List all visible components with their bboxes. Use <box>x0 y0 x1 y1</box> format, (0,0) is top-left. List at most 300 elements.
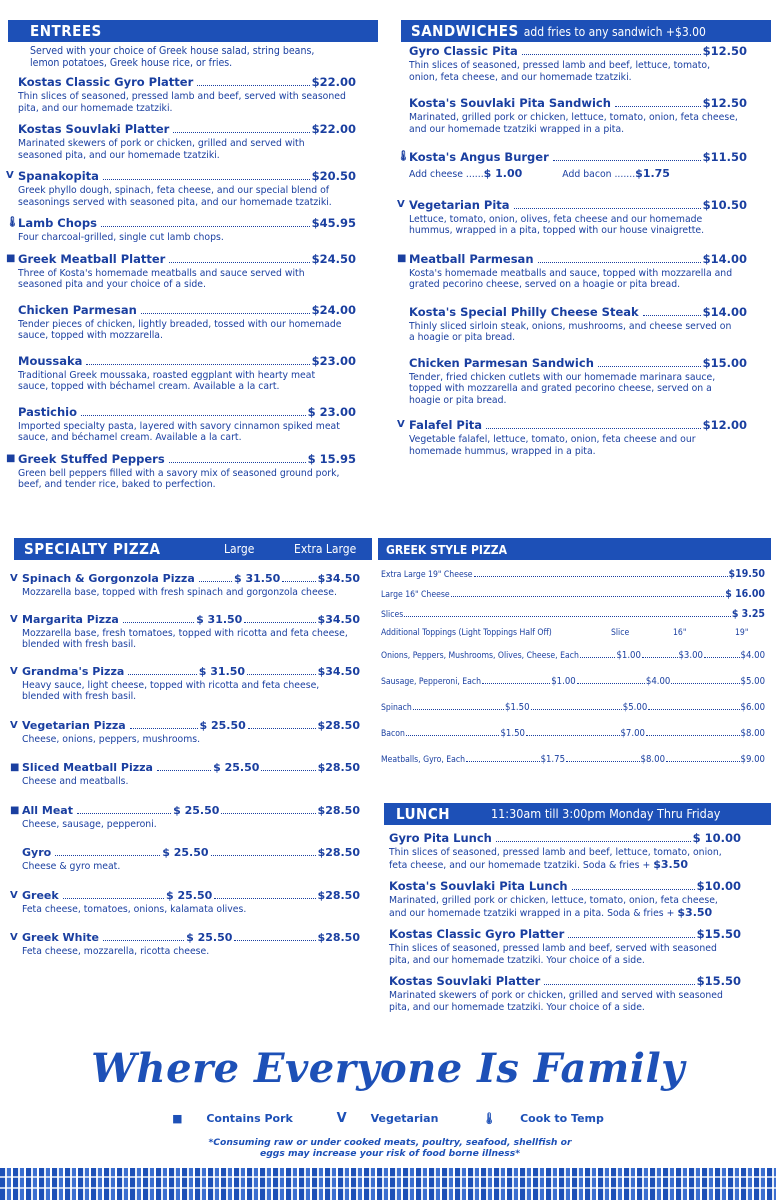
leader-dots <box>130 728 198 729</box>
leader-dots <box>197 85 309 86</box>
item-name: Meatball Parmesan <box>409 251 534 266</box>
pork-icon: ■ <box>10 804 20 816</box>
leader-dots <box>531 709 622 710</box>
item-name: Greek Meatball Platter <box>18 251 166 266</box>
pork-icon: ■ <box>6 452 16 464</box>
item-price: $10.00 <box>696 879 741 893</box>
item-line <box>18 216 356 230</box>
item-price: $10.50 <box>702 197 747 212</box>
entrees-list <box>6 75 356 491</box>
leader-dots <box>482 683 550 684</box>
lunch-header <box>384 803 771 825</box>
leader-dots <box>615 106 701 107</box>
item-price: $20.50 <box>311 169 356 183</box>
description-text: Heavy sauce, light cheese, topped with ricotta and feta cheese, blended with fresh basil. <box>22 679 320 702</box>
item-line <box>18 169 356 183</box>
item-name: Sliced Meatball Pizza <box>22 761 153 774</box>
item-name: Grandma's Pizza <box>22 664 125 678</box>
leader-dots <box>248 728 316 729</box>
topping-price: $1.50 <box>505 702 530 713</box>
sandwich-item <box>409 44 747 83</box>
extra-price: $3.50 <box>677 905 713 919</box>
leader-dots <box>282 581 315 582</box>
leader-dots <box>103 179 310 180</box>
leader-dots <box>413 709 504 710</box>
description-text: Tender pieces of chicken, lightly breaded, tossed with our homemade sauce, topped with mozzarella. <box>18 318 342 341</box>
item-name: Greek <box>22 888 59 902</box>
topping-price: $4.00 <box>740 650 766 661</box>
lunch-item <box>389 974 741 1013</box>
item-description <box>409 60 747 83</box>
pizza-item <box>10 931 360 958</box>
col-16: 16" <box>673 628 687 638</box>
leader-dots <box>103 940 184 941</box>
entree-item <box>18 122 356 161</box>
topping-row <box>381 650 765 676</box>
leader-dots <box>157 770 211 771</box>
toppings-header <box>381 628 765 650</box>
item-description <box>22 628 360 651</box>
item-name: Kostas Classic Gyro Platter <box>18 75 194 89</box>
description-text: Cheese and meatballs. <box>22 776 129 787</box>
lunch-item <box>389 831 741 871</box>
topping-price: $8.00 <box>640 754 666 765</box>
item-line <box>18 452 356 466</box>
item-price: $12.50 <box>702 44 747 58</box>
item-description <box>409 214 747 237</box>
vegetarian-icon: V <box>10 573 18 584</box>
price-large: $ 25.50 <box>199 718 246 732</box>
item-line <box>18 122 356 136</box>
item-description <box>22 734 360 746</box>
extra-price: $3.50 <box>653 857 689 871</box>
item-name: Gyro Classic Pita <box>409 44 518 58</box>
item-line <box>18 405 356 419</box>
leader-dots <box>128 674 197 675</box>
leader-dots <box>538 262 701 263</box>
leader-dots <box>404 616 731 617</box>
entrees-section <box>8 20 378 491</box>
leader-dots <box>451 596 725 597</box>
item-line <box>409 418 747 432</box>
topping-label: Spinach <box>381 703 412 713</box>
vegetarian-icon: V <box>10 719 18 731</box>
item-line <box>389 831 741 845</box>
topping-price: $9.00 <box>740 754 765 765</box>
leader-dots <box>572 889 695 890</box>
topping-price: $1.50 <box>500 728 525 739</box>
leader-dots <box>234 940 315 941</box>
pork-square-icon: ■ <box>172 1112 183 1125</box>
leader-dots <box>568 937 694 938</box>
description-text: Thin slices of seasoned, pressed lamb and beef, lettuce, tomato, onion, feta cheese, and our homemade tzatziki. <box>409 60 711 83</box>
item-line <box>22 572 360 585</box>
item-price: $24.00 <box>311 302 356 317</box>
description-text: Marinated skewers of pork or chicken, grilled and served with seasoned pita, and our homemade tzatziki. <box>18 138 305 161</box>
leader-dots <box>514 208 701 209</box>
topping-label: Sausage, Pepperoni, Each <box>381 677 482 687</box>
lunch-section <box>384 803 771 1013</box>
item-line <box>22 719 360 732</box>
item-price: $ 10.00 <box>692 831 741 845</box>
item-description <box>389 895 741 919</box>
item-line <box>22 613 360 626</box>
item-description <box>389 990 741 1013</box>
vegetarian-icon: V <box>397 198 405 210</box>
leader-dots <box>169 462 306 463</box>
addon-row <box>409 168 747 181</box>
item-line <box>18 354 356 368</box>
item-name: Pastichio <box>18 404 78 419</box>
item-name: Spinach & Gorgonzola Pizza <box>22 572 195 585</box>
sandwich-item <box>409 96 747 135</box>
price-extra-large: $28.50 <box>317 803 360 817</box>
description-text: Imported specialty pasta, layered with savory cinnamon spiked meat sauce, and béchamel cream. Available a la cart. <box>18 420 340 443</box>
item-line <box>22 804 360 817</box>
item-name: Vegetarian Pizza <box>22 718 126 732</box>
pizza-item <box>10 761 361 788</box>
pizza-item <box>10 888 360 916</box>
item-price: $12.00 <box>702 418 747 432</box>
item-name: Greek White <box>22 931 99 944</box>
description-text: Three of Kosta's homemade meatballs and sauce served with seasoned pita and your choice of a side. <box>18 267 305 290</box>
price-extra-large: $34.50 <box>317 664 361 678</box>
sandwiches-header <box>401 20 771 42</box>
entree-item <box>6 216 356 244</box>
entree-item <box>18 405 356 444</box>
col-slice: Slice <box>611 628 630 638</box>
description-text: Feta cheese, tomatoes, onions, kalamata olives. <box>22 903 247 915</box>
description-text: Mozzarella base, fresh tomatoes, topped with ricotta and feta cheese, blended with fresh basil. <box>22 627 348 650</box>
vegetarian-icon: V <box>397 419 405 430</box>
leader-dots <box>704 657 740 658</box>
item-line <box>409 150 747 164</box>
item-description <box>389 847 741 871</box>
sandwich-item <box>397 251 747 291</box>
pork-icon: ■ <box>10 762 20 773</box>
legend <box>0 1111 776 1126</box>
specialty-pizza-section <box>10 538 372 958</box>
greek-pizza-list <box>381 568 765 780</box>
item-description <box>22 946 360 958</box>
greek-pizza-section <box>378 538 771 780</box>
vegetarian-v-icon: V <box>336 1111 347 1126</box>
leader-dots <box>199 581 232 582</box>
leader-dots <box>496 841 691 842</box>
leader-dots <box>101 226 310 227</box>
item-name: Chicken Parmesan Sandwich <box>409 355 594 370</box>
item-description <box>409 112 747 135</box>
item-name: Kosta's Angus Burger <box>409 150 549 164</box>
item-description <box>18 468 356 491</box>
item-description <box>18 232 356 244</box>
item-description <box>18 370 356 393</box>
leader-dots <box>221 813 315 814</box>
lunch-item <box>389 879 741 919</box>
description-text: Mozzarella base, topped with fresh spinach and gorgonzola cheese. <box>22 587 337 598</box>
topping-price: $1.00 <box>551 676 576 687</box>
decorative-tile-border <box>0 1168 776 1200</box>
item-price: $45.95 <box>311 216 356 230</box>
specialty-pizza-title: SPECIALTY PIZZA <box>24 540 161 558</box>
item-price: $ 15.95 <box>307 451 356 466</box>
vegetarian-icon: V <box>6 170 14 181</box>
item-description <box>18 138 356 161</box>
sandwich-item <box>397 150 747 181</box>
leader-dots <box>666 761 740 762</box>
item-price: $14.00 <box>702 304 747 319</box>
leader-dots <box>643 315 701 316</box>
item-description <box>22 819 360 831</box>
topping-row <box>381 728 765 754</box>
item-line <box>409 356 747 370</box>
entrees-header <box>8 20 378 42</box>
description-text: Lettuce, tomato, onion, olives, feta cheese and our homemade hummus, wrapped in a pita, topped with our house vinaigrette. <box>409 213 705 236</box>
item-description <box>22 680 360 703</box>
entree-item <box>6 451 356 491</box>
item-line <box>389 974 741 988</box>
item-name: Kosta's Special Philly Cheese Steak <box>409 304 639 319</box>
leader-dots <box>648 709 739 710</box>
pork-icon: ■ <box>397 252 407 264</box>
item-price: $15.00 <box>702 355 747 370</box>
slogan: Where Everyone Is Family <box>91 1045 685 1092</box>
entree-item <box>6 251 356 291</box>
price-extra-large: $34.50 <box>317 612 360 626</box>
item-name: Greek Stuffed Peppers <box>18 451 165 466</box>
price-large: $ 25.50 <box>162 846 209 859</box>
topping-price: $1.75 <box>540 754 566 765</box>
leader-dots <box>598 366 701 367</box>
item-name: Moussaka <box>18 353 83 368</box>
pork-icon: ■ <box>6 252 16 264</box>
item-price: $24.50 <box>311 251 356 266</box>
addon-label: Add cheese ...... <box>409 169 484 180</box>
sandwich-item <box>409 305 747 344</box>
topping-label: Onions, Peppers, Mushrooms, Olives, Cheese, Each <box>381 651 579 661</box>
item-description <box>22 904 360 916</box>
item-name: Kostas Classic Gyro Platter <box>389 927 565 941</box>
description-text: Marinated, grilled pork or chicken, lettuce, tomato, onion, feta cheese, and our homemade tzatziki wrapped in a pita. <box>409 112 738 135</box>
entree-item <box>18 75 356 114</box>
topping-price: $6.00 <box>740 702 766 713</box>
greek-pizza-title: GREEK STYLE PIZZA <box>386 543 507 557</box>
leader-dots <box>474 576 728 577</box>
item-description <box>18 91 356 114</box>
topping-price: $5.00 <box>622 702 648 713</box>
vegetarian-icon: V <box>10 665 18 677</box>
item-price: $11.50 <box>702 150 747 164</box>
legend-vegetarian: V Vegetarian <box>336 1111 439 1126</box>
pizza-size-row <box>381 568 765 588</box>
item-name: Lamb Chops <box>18 216 97 230</box>
leader-dots <box>244 622 315 623</box>
item-line <box>22 931 360 944</box>
item-line <box>389 927 741 941</box>
lunch-list <box>389 831 741 1013</box>
item-name: Kosta's Souvlaki Pita Sandwich <box>409 96 611 110</box>
item-price: $14.00 <box>702 251 747 266</box>
item-line <box>22 761 360 774</box>
topping-label: Meatballs, Gyro, Each <box>381 755 466 765</box>
leader-dots <box>86 364 309 365</box>
item-name: Spanakopita <box>18 169 99 183</box>
leader-dots <box>141 313 310 314</box>
topping-price: $1.00 <box>616 650 641 661</box>
price-large: $ 31.50 <box>196 612 243 626</box>
description-text: Thin slices of seasoned, pressed lamb and beef, served with seasoned pita, and our homemade tzatziki. <box>18 91 346 114</box>
item-description <box>409 268 747 291</box>
vegetarian-icon: V <box>10 889 18 901</box>
topping-row <box>381 754 765 780</box>
item-description <box>22 587 360 599</box>
leader-dots <box>646 735 740 736</box>
item-description <box>22 776 360 788</box>
item-line <box>18 75 356 89</box>
description-text: Four charcoal-grilled, single cut lamb chops. <box>18 232 224 243</box>
item-name: Falafel Pita <box>409 418 483 432</box>
topping-price: $8.00 <box>740 728 765 739</box>
size-price: $ 3.25 <box>731 608 765 620</box>
entrees-note: Served with your choice of Greek house salad, string beans, lemon potatoes, Greek house rice, or fries. <box>30 45 315 69</box>
leader-dots <box>671 683 739 684</box>
cook-to-temp-icon: 🌡 <box>6 217 19 228</box>
entree-item <box>6 169 356 208</box>
addon <box>409 168 522 181</box>
item-line <box>409 96 747 110</box>
description-text: Cheese & gyro meat. <box>22 861 121 872</box>
item-price: $15.50 <box>696 974 741 988</box>
cook-to-temp-icon: 🌡 <box>397 151 410 162</box>
leader-dots <box>577 683 645 684</box>
topping-price: $4.00 <box>645 676 671 687</box>
description-text: Marinated skewers of pork or chicken, grilled and served with seasoned pita, and our homemade tzatziki. Your choice of a side. <box>389 990 723 1013</box>
description-text: Kosta's homemade meatballs and sauce, topped with mozzarella and grated pecorino cheese, served on a hoagie or pita bread. <box>409 267 733 290</box>
col-large-label: Large <box>224 542 255 556</box>
item-description <box>409 434 747 457</box>
leader-dots <box>81 415 306 416</box>
addon-price: $ 1.00 <box>483 167 523 180</box>
thermometer-icon: 🌡 <box>482 1112 497 1125</box>
leader-dots <box>553 160 701 161</box>
addon <box>562 168 670 181</box>
price-large: $ 25.50 <box>186 931 233 944</box>
item-price: $22.00 <box>311 122 356 136</box>
col-19: 19" <box>735 628 749 638</box>
leader-dots <box>173 132 309 133</box>
leader-dots <box>63 898 164 899</box>
description-text: Feta cheese, mozzarella, ricotta cheese. <box>22 946 210 957</box>
description-text: Cheese, sausage, pepperoni. <box>22 818 157 830</box>
description-text: Thin slices of seasoned, pressed lamb and beef, served with seasoned pita, and our homemade tzatziki. Your choice of a side. <box>389 943 717 966</box>
topping-price: $5.00 <box>740 676 766 687</box>
description-text: Marinated, grilled pork or chicken, lettuce, tomato, onion, feta cheese, and our homemade tzatziki wrapped in a pita. Soda & fries + <box>389 895 718 919</box>
sandwiches-list <box>397 44 747 457</box>
topping-row <box>381 702 765 728</box>
pizza-item <box>10 664 361 703</box>
specialty-pizza-header <box>14 538 372 560</box>
greek-pizza-header <box>378 538 771 560</box>
topping-price: $7.00 <box>620 728 645 739</box>
leader-dots <box>526 735 620 736</box>
item-line <box>18 303 356 317</box>
item-name: Margarita Pizza <box>22 612 119 626</box>
price-large: $ 25.50 <box>213 761 260 774</box>
size-label: Slices <box>381 610 404 620</box>
leader-dots <box>169 262 309 263</box>
price-extra-large: $28.50 <box>317 761 361 774</box>
item-name: Chicken Parmesan <box>18 302 137 317</box>
item-line <box>22 665 360 678</box>
item-name: All Meat <box>22 803 73 817</box>
price-large: $ 31.50 <box>198 664 246 678</box>
entree-item <box>18 354 356 393</box>
sandwich-item <box>409 356 747 407</box>
item-line <box>409 305 747 319</box>
leader-dots <box>123 622 194 623</box>
item-line <box>18 252 356 266</box>
item-name: Kostas Souvlaki Platter <box>18 122 170 136</box>
entree-item <box>18 303 356 342</box>
price-large: $ 25.50 <box>173 803 220 817</box>
sandwich-item <box>397 197 747 237</box>
price-extra-large: $28.50 <box>317 846 361 859</box>
pizza-size-row <box>381 608 765 628</box>
leader-dots <box>55 855 160 856</box>
item-line <box>22 889 360 902</box>
col-xl-label: Extra Large <box>294 542 357 556</box>
toppings-header-label: Additional Toppings (Light Toppings Half Off) <box>381 628 552 638</box>
item-line <box>409 198 747 212</box>
item-price: $15.50 <box>696 927 741 941</box>
description-text: Vegetable falafel, lettuce, tomato, onion, feta cheese and our homemade hummus, wrapped in a pita. <box>409 434 696 457</box>
price-large: $ 31.50 <box>234 572 281 585</box>
leader-dots <box>406 735 500 736</box>
item-line <box>389 879 741 893</box>
item-description <box>18 421 356 444</box>
food-safety-warning: *Consuming raw or under cooked meats, poultry, seafood, shellfish or eggs may increase your risk of food borne illness* <box>208 1137 572 1159</box>
item-price: $22.00 <box>311 75 356 89</box>
vegetarian-icon: V <box>10 613 18 625</box>
item-description <box>18 268 356 291</box>
pizza-item <box>10 612 360 651</box>
topping-label: Bacon <box>381 729 405 739</box>
pizza-item <box>10 803 360 831</box>
description-text: Cheese, onions, peppers, mushrooms. <box>22 733 201 745</box>
item-price: $23.00 <box>311 353 356 368</box>
entrees-title: ENTREES <box>30 22 102 40</box>
topping-price: $3.00 <box>678 650 703 661</box>
description-text: Greek phyllo dough, spinach, feta cheese, and our special blend of seasonings served with seasoned pita, and our homemade tzatziki. <box>18 185 332 208</box>
leader-dots <box>486 428 701 429</box>
description-text: Green bell peppers filled with a savory mix of seasoned ground pork, beef, and tender rice, baked to perfection. <box>18 467 340 490</box>
price-extra-large: $28.50 <box>317 888 360 902</box>
item-name: Vegetarian Pita <box>409 197 510 212</box>
price-extra-large: $28.50 <box>317 931 360 944</box>
size-label: Extra Large 19" Cheese <box>381 570 473 580</box>
leader-dots <box>522 54 701 55</box>
price-extra-large: $28.50 <box>317 718 360 732</box>
sandwiches-title: SANDWICHES <box>411 22 519 40</box>
description-text: Traditional Greek moussaka, roasted eggplant with hearty meat sauce, topped with béchamel cream. Available a la cart. <box>18 369 316 392</box>
item-name: Kosta's Souvlaki Pita Lunch <box>389 879 568 893</box>
item-line <box>409 44 747 58</box>
leader-dots <box>580 657 616 658</box>
topping-row <box>381 676 765 702</box>
leader-dots <box>214 898 315 899</box>
specialty-pizza-list <box>10 572 361 958</box>
item-description <box>409 372 747 407</box>
